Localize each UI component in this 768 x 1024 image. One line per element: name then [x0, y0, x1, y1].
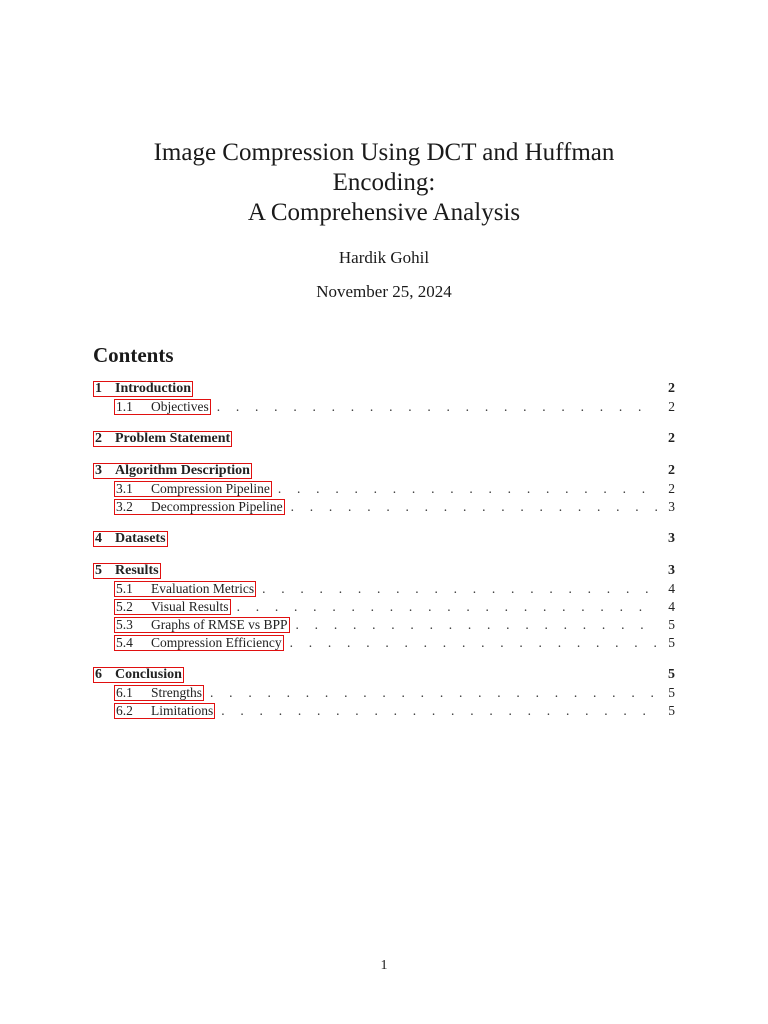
- toc-entry-number: 5.3: [116, 617, 133, 632]
- toc-entry-number: 5: [95, 563, 102, 578]
- toc-entry-number: 3.1: [116, 481, 133, 496]
- document-date: November 25, 2024: [316, 282, 452, 301]
- toc-entry-title: Compression Efficiency: [151, 635, 282, 650]
- document-title: [0, 138, 768, 228]
- toc-leader-dots: [296, 616, 657, 634]
- toc-entry-number: 6.2: [116, 703, 133, 718]
- toc-entry-page: 3: [668, 499, 675, 514]
- toc-leader-dots: [290, 634, 657, 652]
- toc-entry-title: Decompression Pipeline: [151, 499, 283, 514]
- toc-entry-title: Visual Results: [151, 599, 229, 614]
- toc-entry-title: Results: [115, 563, 159, 578]
- toc-leader-dots: [237, 598, 657, 616]
- toc-entry: [93, 702, 675, 720]
- toc-entry: [93, 462, 675, 480]
- toc-entry-page: 5: [668, 635, 675, 650]
- toc-entry-number: 1: [95, 381, 102, 396]
- toc-link-results[interactable]: [93, 563, 161, 579]
- toc-entry-page: 4: [668, 581, 675, 596]
- toc-entry-page: 5: [668, 667, 675, 682]
- toc-leader-dots: [217, 398, 657, 416]
- toc-entry: [93, 634, 675, 652]
- toc-link-decompression-pipeline[interactable]: [114, 499, 285, 515]
- toc-leader-dots: [291, 498, 657, 516]
- toc-link-introduction[interactable]: [93, 381, 193, 397]
- toc-entry-page: 2: [668, 399, 675, 414]
- toc-entry-number: 3.2: [116, 499, 133, 514]
- toc-link-limitations[interactable]: [114, 703, 215, 719]
- toc-entry: [93, 562, 675, 580]
- title-line-1: Image Compression Using DCT and Huffman: [153, 139, 615, 166]
- toc-entry-page: 3: [668, 531, 675, 546]
- toc-entry-title: Graphs of RMSE vs BPP: [151, 617, 288, 632]
- toc-leader-dots: [221, 702, 657, 720]
- toc-entry: [93, 530, 675, 548]
- title-line-3: A Comprehensive Analysis: [247, 199, 521, 226]
- toc-entry-title: Algorithm Description: [115, 463, 250, 478]
- toc-entry-title: Compression Pipeline: [151, 481, 270, 496]
- toc-entry-page: 2: [668, 431, 675, 446]
- toc-entry-title: Datasets: [115, 531, 166, 546]
- toc-link-strengths[interactable]: [114, 685, 204, 701]
- toc-entry: [93, 580, 675, 598]
- toc-section-2: [93, 430, 675, 448]
- toc-entry-number: 1.1: [116, 399, 133, 414]
- toc-entry-number: 4: [95, 531, 102, 546]
- toc-entry-title: Objectives: [151, 399, 209, 414]
- toc-entry: [93, 498, 675, 516]
- toc-entry-title: Strengths: [151, 685, 203, 700]
- toc-entry-number: 6: [95, 667, 102, 682]
- toc-section-1: [93, 380, 675, 416]
- toc-entry: [93, 380, 675, 398]
- toc-leader-dots: [210, 684, 657, 702]
- toc-section-6: [93, 666, 675, 720]
- toc-entry-page: 4: [668, 599, 675, 614]
- toc-entry-page: 5: [668, 685, 675, 700]
- toc-entry-number: 2: [95, 431, 102, 446]
- toc-link-conclusion[interactable]: [93, 667, 184, 683]
- toc-link-compression-efficiency[interactable]: [114, 635, 284, 651]
- toc-entry-page: 2: [668, 463, 675, 478]
- toc-entry: [93, 598, 675, 616]
- toc-entry-title: Evaluation Metrics: [151, 581, 255, 596]
- toc-leader-dots: [262, 580, 657, 598]
- toc-section-3: [93, 462, 675, 516]
- toc-entry-page: 3: [668, 563, 675, 578]
- toc-entry-title: Problem Statement: [115, 431, 231, 446]
- toc-entry-number: 3: [95, 463, 102, 478]
- toc-link-datasets[interactable]: [93, 531, 168, 547]
- page-number: 1: [380, 958, 388, 973]
- toc-link-objectives[interactable]: [114, 399, 211, 415]
- table-of-contents: [93, 380, 675, 734]
- toc-entry: [93, 398, 675, 416]
- toc-entry-number: 5.4: [116, 635, 133, 650]
- toc-entry: [93, 666, 675, 684]
- toc-entry-number: 5.2: [116, 599, 133, 614]
- toc-link-evaluation-metrics[interactable]: [114, 581, 256, 597]
- toc-entry: [93, 430, 675, 448]
- toc-link-visual-results[interactable]: [114, 599, 231, 615]
- toc-entry-number: 5.1: [116, 581, 133, 596]
- toc-entry-title: Conclusion: [115, 667, 182, 682]
- toc-section-4: [93, 530, 675, 548]
- toc-link-algorithm-description[interactable]: [93, 463, 252, 479]
- toc-entry-page: 2: [668, 481, 675, 496]
- toc-leader-dots: [278, 480, 657, 498]
- author-name: Hardik Gohil: [338, 248, 430, 267]
- toc-entry-title: Introduction: [115, 381, 191, 396]
- toc-entry-number: 6.1: [116, 685, 133, 700]
- toc-entry-title: Limitations: [151, 703, 214, 718]
- toc-link-problem-statement[interactable]: [93, 431, 232, 447]
- toc-entry: [93, 616, 675, 634]
- toc-entry-page: 5: [668, 617, 675, 632]
- toc-link-compression-pipeline[interactable]: [114, 481, 272, 497]
- toc-entry: [93, 684, 675, 702]
- toc-section-5: [93, 562, 675, 652]
- contents-heading: Contents: [93, 343, 174, 367]
- toc-entry-page: 2: [668, 381, 675, 396]
- toc-link-graphs-rmse-bpp[interactable]: [114, 617, 290, 633]
- title-line-2: Encoding:: [332, 169, 436, 196]
- toc-entry: [93, 480, 675, 498]
- toc-entry-page: 5: [668, 703, 675, 718]
